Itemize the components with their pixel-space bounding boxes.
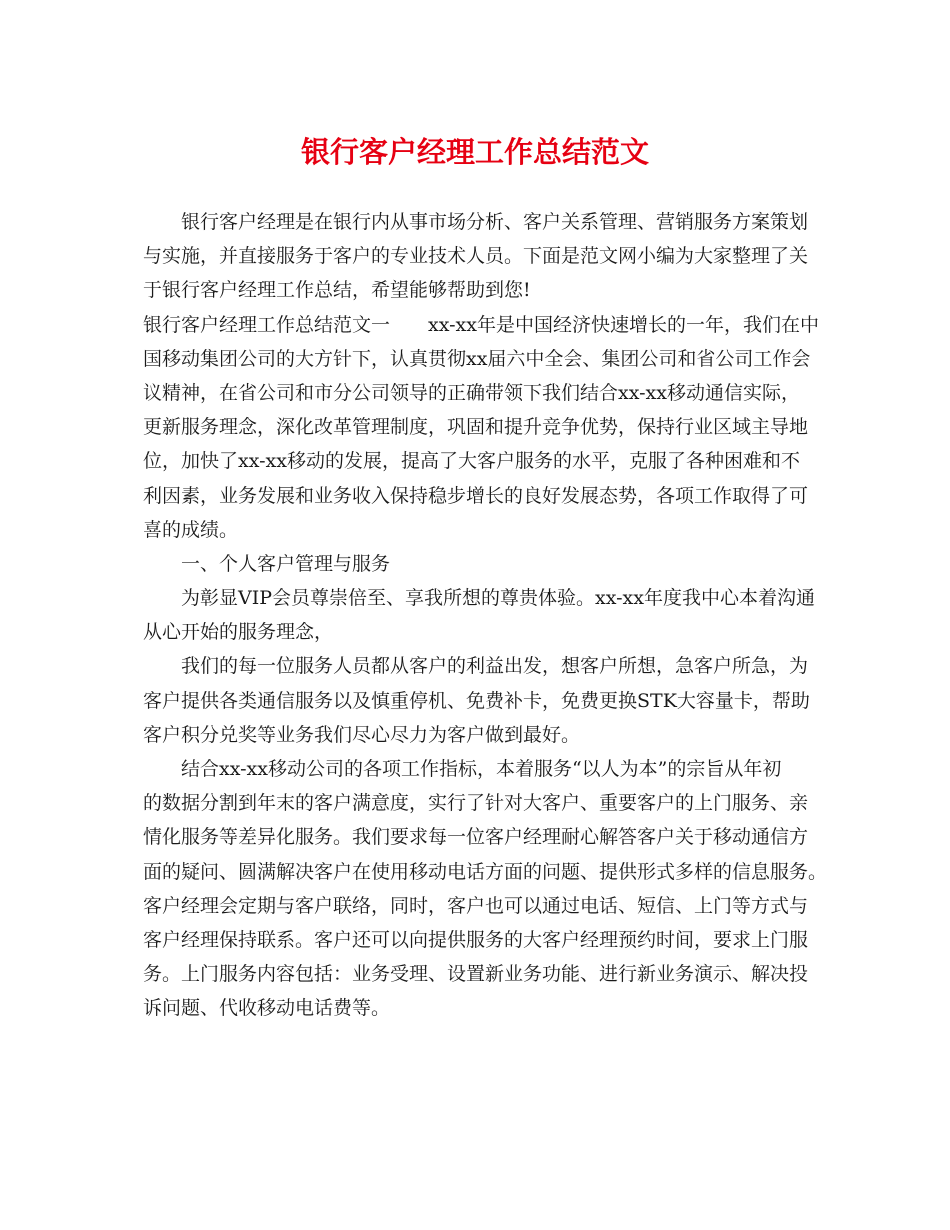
text-line: 客户经理会定期与客户联络，同时，客户也可以通过电话、短信、上门等方式与 [143, 894, 809, 917]
text-line: 面的疑问、圆满解决客户在使用移动电话方面的问题、提供形式多样的信息服务。 [143, 860, 828, 883]
text-line: 与实施，并直接服务于客户的专业技术人员。下面是范文网小编为大家整理了关 [143, 245, 809, 268]
text-line: 客户经理保持联系。客户还可以向提供服务的大客户经理预约时间，要求上门服 [143, 928, 809, 951]
text-line: 为彰显VIP会员尊崇倍至、享我所想的尊贵体验。xx-xx年度我中心本着沟通 [181, 587, 815, 610]
text-line: 结合xx-xx移动公司的各项工作指标，本着服务“以人为本”的宗旨从年初 [181, 758, 782, 780]
text-line: 的数据分割到年末的客户满意度，实行了针对大客户、重要客户的上门服务、亲 [143, 792, 809, 815]
text-line: 议精神，在省公司和市分公司领导的正确带领下我们结合xx-xx移动通信实际， [143, 381, 800, 404]
text-line: 于银行客户经理工作总结，希望能够帮助到您! [143, 279, 531, 302]
text-line: 务。上门服务内容包括：业务受理、设置新业务功能、进行新业务演示、解决投 [143, 963, 809, 986]
text-line: 银行客户经理工作总结范文一 xx-xx年是中国经济快速增长的一年，我们在中 [143, 313, 819, 336]
text-line: 银行客户经理是在银行内从事市场分析、客户关系管理、营销服务方案策划 [181, 211, 809, 233]
text-line: 客户提供各类通信服务以及慎重停机、免费补卡，免费更换STK大容量卡，帮助 [143, 689, 810, 712]
document-body [143, 205, 828, 1026]
text-line: 情化服务等差异化服务。我们要求每一位客户经理耐心解答客户关于移动通信方 [143, 826, 809, 849]
text-line: 客户积分兑奖等业务我们尽心尽力为客户做到最好。 [143, 723, 581, 746]
text-line: 诉问题、代收移动电话费等。 [143, 997, 391, 1020]
text-line: 利因素，业务发展和业务收入保持稳步增长的良好发展态势，各项工作取得了可 [143, 484, 809, 507]
text-line: 国移动集团公司的大方针下，认真贯彻xx届六中全会、集团公司和省公司工作会 [143, 347, 811, 370]
text-line: 位，加快了xx-xx移动的发展，提高了大客户服务的水平，克服了各种困难和不 [143, 450, 800, 473]
text-line: 更新服务理念，深化改革管理制度，巩固和提升竞争优势，保持行业区域主导地 [143, 416, 809, 439]
section-heading: 一、个人客户管理与服务 [181, 552, 391, 575]
document-title: 银行客户经理工作总结范文 [300, 135, 649, 169]
text-line: 从心开始的服务理念， [143, 621, 334, 644]
text-line: 喜的成绩。 [143, 518, 239, 541]
text-line: 我们的每一位服务人员都从客户的利益出发，想客户所想，急客户所急，为 [181, 655, 809, 678]
